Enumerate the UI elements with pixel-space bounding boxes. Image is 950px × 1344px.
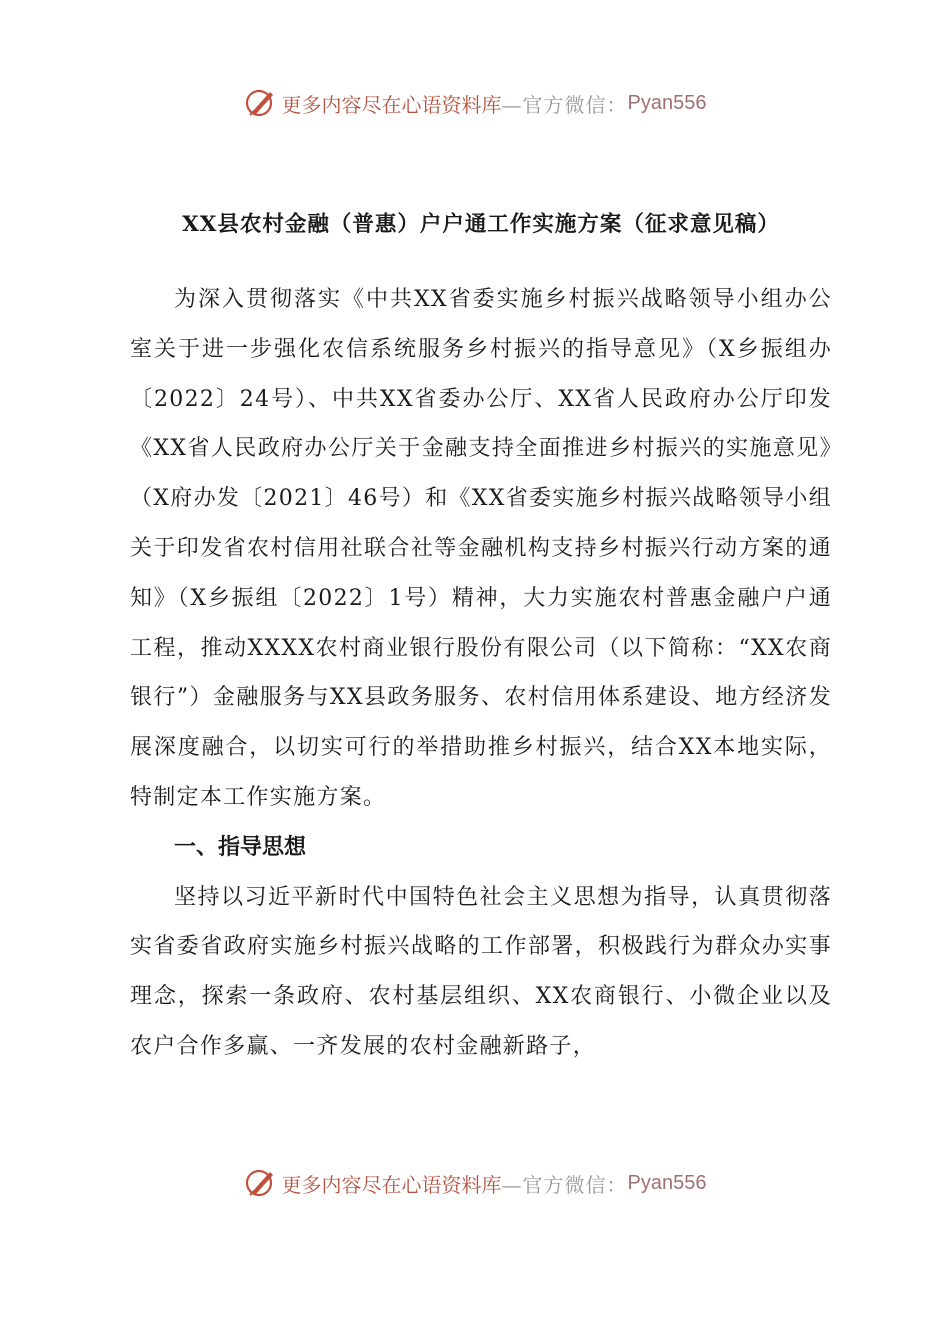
- section-heading-guiding-ideology: 一、指导思想: [174, 834, 307, 860]
- watermark-wechat-id: Pyan556: [627, 1171, 707, 1194]
- quill-pen-logo-icon: [244, 1166, 278, 1200]
- quill-pen-logo-icon: [244, 86, 278, 120]
- section-body-guiding-ideology: 坚持以习近平新时代中国特色社会主义思想为指导，认真贯彻落实省委省政府实施乡村振兴战略的工作部署，积极践行为群众办实事理念，探索一条政府、农村基层组织、XX农商银行、小微企业以及农户合作多赢、一齐发展的农村金融新路子，: [130, 884, 832, 1059]
- footer-watermark: [0, 1163, 950, 1203]
- document-body: [130, 203, 832, 1072]
- watermark-gray-text: —官方微信：: [501, 1172, 628, 1197]
- header-watermark: [0, 83, 950, 123]
- watermark-gray-text: —官方微信：: [501, 92, 628, 117]
- document-title: XX县农村金融（普惠）户户通工作实施方案（征求意见稿）: [182, 212, 780, 237]
- intro-paragraph: 为深入贯彻落实《中共XX省委实施乡村振兴战略领导小组办公室关于进一步强化农信系统服务乡村振兴的指导意见》（X乡振组办〔2022〕24号）、中共XX省委办公厅、XX省人民政府办公厅印发《XX省人民政府办公厅关于金融支持全面推进乡村振兴的实施意见》（X府办发〔2021〕46号）和《XX省委实施乡村振兴战略领导小组关于印发省农村信用社联合社等金融机构支持乡村振兴行动方案的通知》（X乡振组〔2022〕1号）精神，大力实施农村普惠金融户户通工程，推动XXXX农村商业银行股份有限公司（以下简称：“XX农商银行”）金融服务与XX县政务服务、农村信用体系建设、地方经济发展深度融合，以切实可行的举措助推乡村振兴，结合XX本地实际，特制定本工作实施方案。: [130, 287, 832, 810]
- watermark-red-text: 更多内容尽在心语资料库: [281, 92, 502, 117]
- watermark-wechat-id: Pyan556: [627, 91, 707, 114]
- watermark-red-text: 更多内容尽在心语资料库: [281, 1172, 502, 1197]
